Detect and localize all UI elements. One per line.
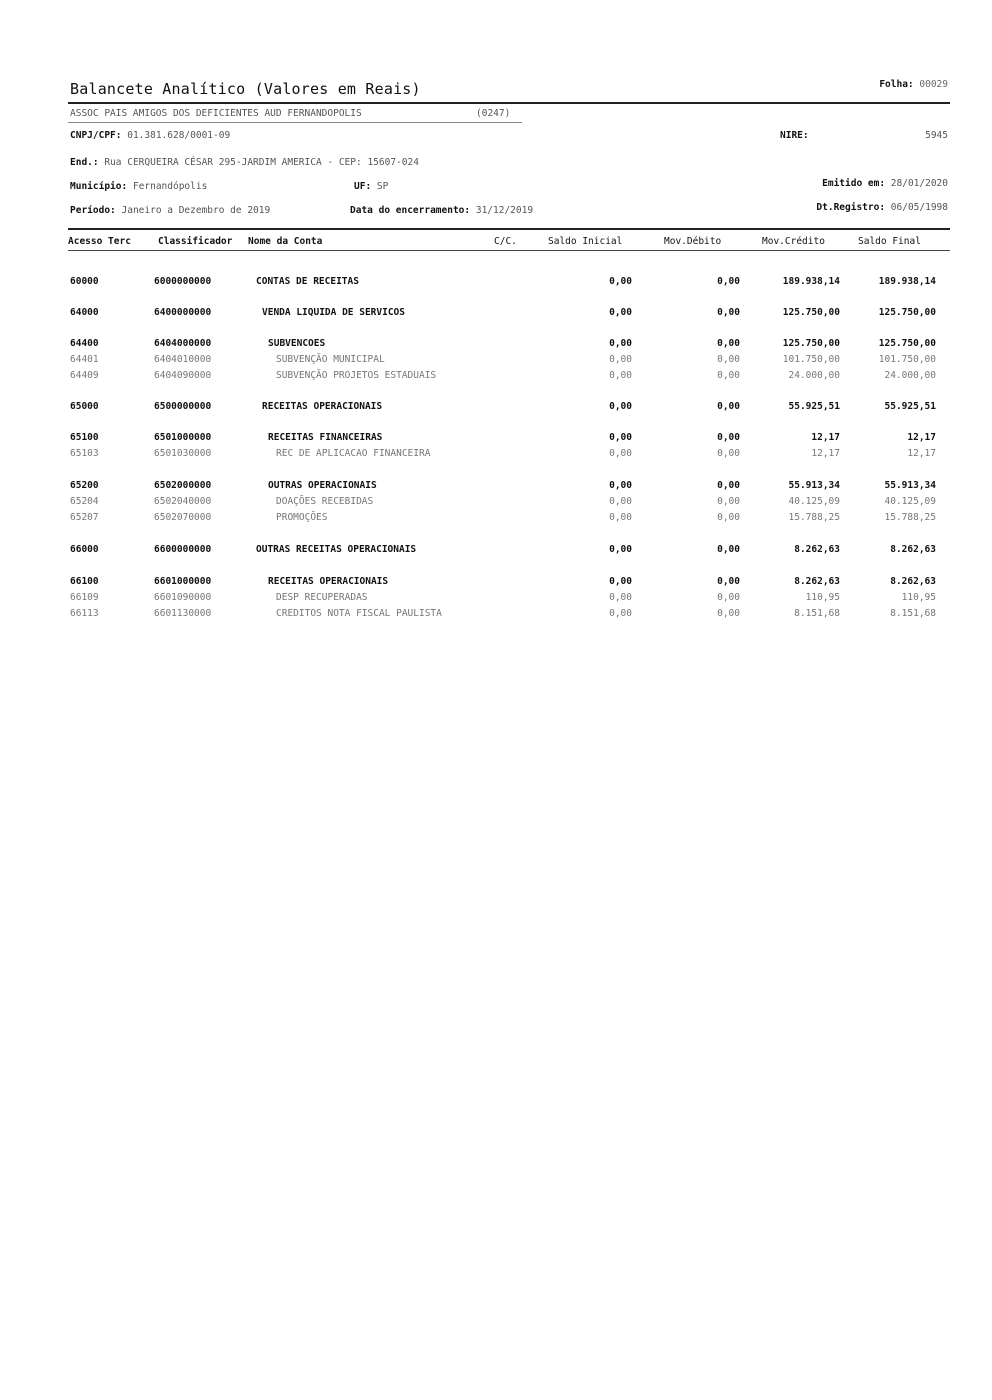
row-classificador: 6404010000: [154, 354, 212, 365]
row-nome: VENDA LIQUIDA DE SERVICOS: [262, 307, 405, 318]
row-acesso: 65103: [70, 448, 99, 459]
row-nome: CREDITOS NOTA FISCAL PAULISTA: [276, 608, 442, 619]
row-mov-debito: 0,00: [717, 338, 740, 349]
row-saldo-inicial: 0,00: [609, 448, 632, 459]
row-acesso: 64000: [70, 307, 99, 318]
row-classificador: 6501000000: [154, 432, 212, 443]
table-row: [0, 592, 992, 608]
row-mov-debito: 0,00: [717, 608, 740, 619]
row-saldo-final: 24.000,00: [884, 370, 936, 381]
row-acesso: 66000: [70, 544, 99, 555]
report-title: Balancete Analítico (Valores em Reais): [70, 80, 421, 98]
row-acesso: 65204: [70, 496, 99, 507]
cnpj: [70, 130, 230, 141]
row-mov-credito: 24.000,00: [788, 370, 840, 381]
row-mov-debito: 0,00: [717, 307, 740, 318]
table-row: [0, 544, 992, 560]
periodo-label: Período:: [70, 205, 116, 216]
row-nome: PROMOÇÕES: [276, 512, 328, 523]
row-nome: SUBVENÇÃO MUNICIPAL: [276, 354, 385, 365]
registro: [816, 202, 948, 213]
row-classificador: 6000000000: [154, 276, 212, 287]
table-row: [0, 354, 992, 370]
table-row: [0, 401, 992, 417]
row-classificador: 6600000000: [154, 544, 212, 555]
col-classificador: Classificador: [158, 236, 233, 247]
columns-divider: [68, 250, 950, 251]
row-classificador: 6400000000: [154, 307, 212, 318]
registro-value: 06/05/1998: [890, 202, 948, 213]
row-mov-debito: 0,00: [717, 354, 740, 365]
registro-label: Dt.Registro:: [816, 202, 886, 213]
emitido-label: Emitido em:: [822, 178, 886, 189]
row-mov-debito: 0,00: [717, 544, 740, 555]
row-nome: DOAÇÕES RECEBIDAS: [276, 496, 374, 507]
row-saldo-final: 8.151,68: [890, 608, 936, 619]
folha: [879, 79, 948, 90]
row-saldo-final: 40.125,09: [884, 496, 936, 507]
row-mov-debito: 0,00: [717, 401, 740, 412]
row-classificador: 6501030000: [154, 448, 212, 459]
row-saldo-final: 12,17: [907, 448, 936, 459]
cnpj-value: 01.381.628/0001-09: [127, 130, 231, 141]
address-label: End.:: [70, 157, 99, 168]
col-saldo-final: Saldo Final: [858, 236, 921, 247]
emitido-value: 28/01/2020: [890, 178, 948, 189]
row-mov-debito: 0,00: [717, 276, 740, 287]
periodo: [70, 205, 270, 216]
periodo-value: Janeiro a Dezembro de 2019: [121, 205, 271, 216]
table-row: [0, 576, 992, 592]
row-nome: OUTRAS RECEITAS OPERACIONAIS: [256, 544, 417, 555]
row-saldo-final: 189.938,14: [878, 276, 936, 287]
row-nome: SUBVENCOES: [268, 338, 326, 349]
row-saldo-final: 8.262,63: [890, 576, 936, 587]
row-acesso: 66113: [70, 608, 99, 619]
col-mov-credito: Mov.Crédito: [762, 236, 825, 247]
table-row: [0, 370, 992, 386]
row-saldo-final: 55.913,34: [884, 480, 936, 491]
uf-label: UF:: [354, 181, 372, 192]
municipio: [70, 181, 207, 192]
row-acesso: 65200: [70, 480, 99, 491]
row-nome: RECEITAS FINANCEIRAS: [268, 432, 383, 443]
row-mov-debito: 0,00: [717, 576, 740, 587]
header-divider: [68, 228, 950, 230]
row-saldo-inicial: 0,00: [609, 401, 632, 412]
row-saldo-inicial: 0,00: [609, 307, 632, 318]
col-saldo-inicial: Saldo Inicial: [548, 236, 623, 247]
table-row: [0, 480, 992, 496]
folha-value: 00029: [919, 79, 948, 90]
row-saldo-inicial: 0,00: [609, 480, 632, 491]
table-row: [0, 608, 992, 624]
row-acesso: 65100: [70, 432, 99, 443]
cnpj-label: CNPJ/CPF:: [70, 130, 122, 141]
municipio-value: Fernandópolis: [132, 181, 208, 192]
row-acesso: 64400: [70, 338, 99, 349]
row-nome: SUBVENÇÃO PROJETOS ESTADUAIS: [276, 370, 437, 381]
row-saldo-inicial: 0,00: [609, 608, 632, 619]
row-classificador: 6404000000: [154, 338, 212, 349]
row-mov-credito: 8.262,63: [794, 576, 840, 587]
row-acesso: 66109: [70, 592, 99, 603]
row-mov-credito: 55.925,51: [788, 401, 840, 412]
row-saldo-inicial: 0,00: [609, 276, 632, 287]
encerramento-value: 31/12/2019: [475, 205, 534, 216]
row-nome: OUTRAS OPERACIONAIS: [268, 480, 377, 491]
row-mov-debito: 0,00: [717, 370, 740, 381]
row-saldo-final: 110,95: [901, 592, 936, 603]
row-acesso: 60000: [70, 276, 99, 287]
row-mov-debito: 0,00: [717, 592, 740, 603]
entity-underline: [68, 122, 522, 123]
row-saldo-final: 55.925,51: [884, 401, 936, 412]
row-saldo-final: 8.262,63: [890, 544, 936, 555]
row-saldo-final: 125.750,00: [878, 338, 936, 349]
row-acesso: 64401: [70, 354, 99, 365]
row-mov-credito: 55.913,34: [788, 480, 840, 491]
row-mov-credito: 189.938,14: [782, 276, 840, 287]
row-nome: RECEITAS OPERACIONAIS: [268, 576, 389, 587]
col-cc: C/C.: [494, 236, 517, 247]
row-saldo-inicial: 0,00: [609, 354, 632, 365]
table-row: [0, 338, 992, 354]
row-nome: CONTAS DE RECEITAS: [256, 276, 359, 287]
row-mov-credito: 12,17: [811, 432, 840, 443]
address: [70, 157, 419, 168]
row-classificador: 6502040000: [154, 496, 212, 507]
row-acesso: 65000: [70, 401, 99, 412]
row-classificador: 6502070000: [154, 512, 212, 523]
table-row: [0, 496, 992, 512]
row-nome: REC DE APLICACAO FINANCEIRA: [276, 448, 431, 459]
row-classificador: 6601130000: [154, 608, 212, 619]
encerramento-label: Data do encerramento:: [350, 205, 471, 216]
row-mov-credito: 110,95: [805, 592, 840, 603]
uf: [354, 181, 388, 192]
row-saldo-inicial: 0,00: [609, 544, 632, 555]
row-classificador: 6601000000: [154, 576, 212, 587]
row-classificador: 6500000000: [154, 401, 212, 412]
row-saldo-inicial: 0,00: [609, 496, 632, 507]
row-mov-debito: 0,00: [717, 448, 740, 459]
row-mov-credito: 12,17: [811, 448, 840, 459]
table-row: [0, 512, 992, 528]
uf-value: SP: [376, 181, 389, 192]
row-saldo-inicial: 0,00: [609, 338, 632, 349]
row-mov-credito: 101.750,00: [782, 354, 840, 365]
entity-code: (0247): [476, 108, 511, 119]
row-classificador: 6404090000: [154, 370, 212, 381]
folha-label: Folha:: [879, 79, 914, 90]
row-acesso: 64409: [70, 370, 99, 381]
table-row: [0, 307, 992, 323]
title-divider: [68, 102, 950, 104]
row-saldo-inicial: 0,00: [609, 432, 632, 443]
row-classificador: 6502000000: [154, 480, 212, 491]
row-saldo-final: 15.788,25: [884, 512, 936, 523]
row-mov-credito: 40.125,09: [788, 496, 840, 507]
row-mov-credito: 125.750,00: [782, 338, 840, 349]
row-mov-debito: 0,00: [717, 512, 740, 523]
col-acesso: Acesso Terc: [68, 236, 131, 247]
row-saldo-final: 101.750,00: [878, 354, 936, 365]
row-saldo-inicial: 0,00: [609, 370, 632, 381]
row-mov-debito: 0,00: [717, 480, 740, 491]
row-saldo-inicial: 0,00: [609, 512, 632, 523]
row-mov-credito: 125.750,00: [782, 307, 840, 318]
table-row: [0, 448, 992, 464]
row-saldo-inicial: 0,00: [609, 592, 632, 603]
row-acesso: 66100: [70, 576, 99, 587]
row-classificador: 6601090000: [154, 592, 212, 603]
row-mov-credito: 8.151,68: [794, 608, 840, 619]
row-mov-credito: 8.262,63: [794, 544, 840, 555]
col-mov-debito: Mov.Débito: [664, 236, 722, 247]
nire-label: NIRE:: [780, 130, 809, 141]
row-mov-credito: 15.788,25: [788, 512, 840, 523]
row-saldo-inicial: 0,00: [609, 576, 632, 587]
encerramento: [350, 205, 533, 216]
row-nome: DESP RECUPERADAS: [276, 592, 368, 603]
row-mov-debito: 0,00: [717, 496, 740, 507]
nire-value: 5945: [925, 130, 948, 141]
municipio-label: Município:: [70, 181, 128, 192]
row-nome: RECEITAS OPERACIONAIS: [262, 401, 383, 412]
row-saldo-final: 125.750,00: [878, 307, 936, 318]
emitido: [822, 178, 948, 189]
col-nome: Nome da Conta: [248, 236, 323, 247]
table-row: [0, 432, 992, 448]
row-acesso: 65207: [70, 512, 99, 523]
row-mov-debito: 0,00: [717, 432, 740, 443]
entity-name: ASSOC PAIS AMIGOS DOS DEFICIENTES AUD FERNANDOPOLIS: [70, 108, 362, 119]
address-value: Rua CERQUEIRA CÉSAR 295-JARDIM AMERICA - CEP: 15607-024: [104, 157, 419, 168]
table-row: [0, 276, 992, 292]
row-saldo-final: 12,17: [907, 432, 936, 443]
